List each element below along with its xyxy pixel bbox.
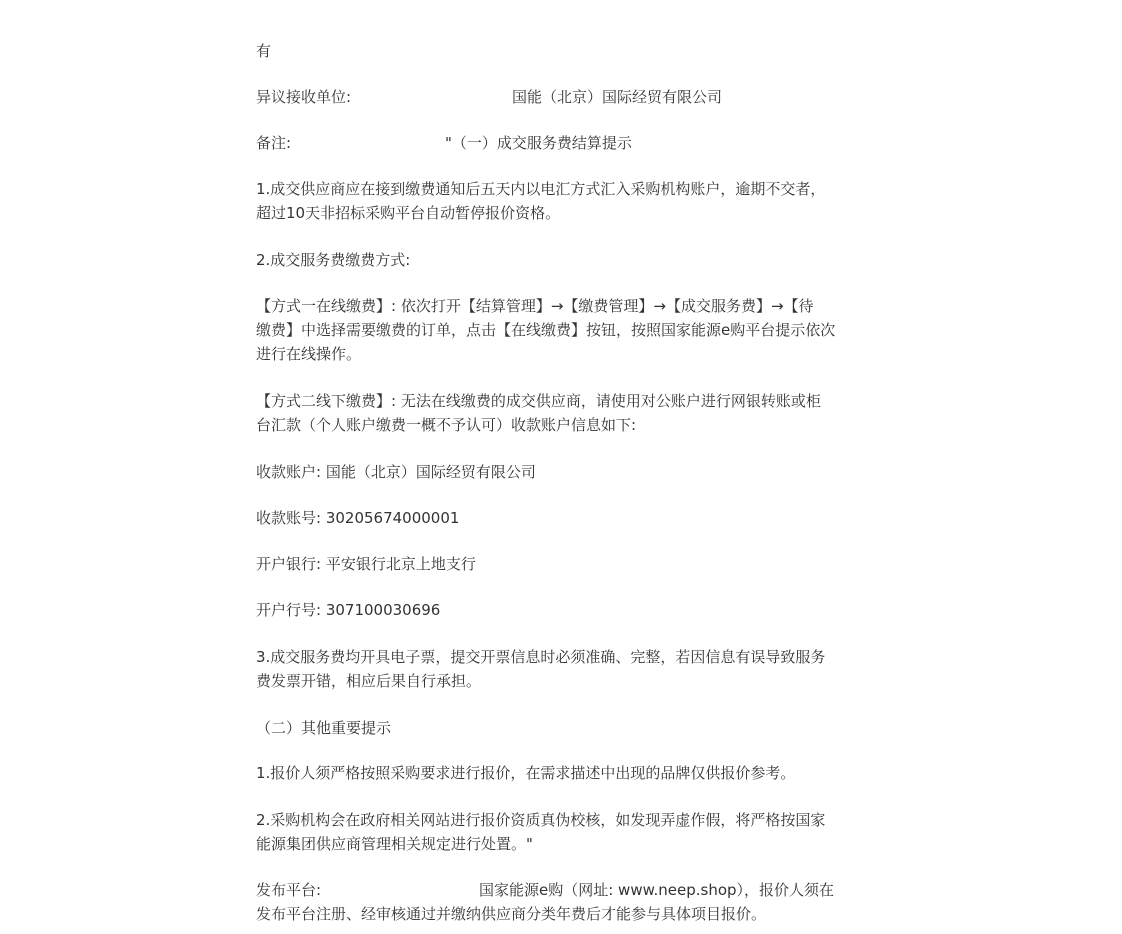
para-3-line-2: 费发票开错，相应后果自行承担。 — [256, 672, 482, 690]
bank-number: 开户行号: 307100030696 — [256, 601, 441, 619]
objection-row — [256, 85, 868, 109]
section-2-para-2-line-1: 2.采购机构会在政府相关网站进行报价资质真伪校核，如发现弄虚作假，将严格按国家 — [256, 811, 826, 829]
top-fragment: 有 — [256, 42, 272, 60]
para-2: 2.成交服务费缴费方式: — [256, 251, 411, 269]
para-3-line-1: 3.成交服务费均开具电子票，提交开票信息时必须准确、完整，若因信息有误导致服务 — [256, 648, 826, 666]
platform-row — [256, 878, 868, 902]
objection-label: 异议接收单位: — [256, 88, 352, 106]
objection-value: 国能（北京）国际经贸有限公司 — [512, 88, 723, 106]
method-2-line-1: 【方式二线下缴费】: 无法在线缴费的成交供应商，请使用对公账户进行网银转账或柜 — [256, 392, 821, 410]
payee-account: 收款账户: 国能（北京）国际经贸有限公司 — [256, 463, 536, 481]
remarks-row — [256, 131, 868, 155]
remarks-label: 备注: — [256, 134, 292, 152]
para-1-line-2: 超过10天非招标采购平台自动暂停报价资格。 — [256, 204, 561, 222]
method-1-line-2: 缴费】中选择需要缴费的订单，点击【在线缴费】按钮，按照国家能源e购平台提示依次 — [256, 321, 836, 339]
para-1-line-1: 1.成交供应商应在接到缴费通知后五天内以电汇方式汇入采购机构账户，逾期不交者， — [256, 180, 826, 198]
platform-label: 发布平台: — [256, 881, 322, 899]
platform-line-2: 发布平台注册、经审核通过并缴纳供应商分类年费后才能参与具体项目报价。 — [256, 905, 767, 923]
section-2-para-2-line-2: 能源集团供应商管理相关规定进行处置。" — [256, 835, 533, 853]
account-number: 收款账号: 30205674000001 — [256, 509, 460, 527]
platform-value: 国家能源e购（网址: www.neep.shop），报价人须在 — [479, 881, 835, 899]
remarks-start: "（一）成交服务费结算提示 — [445, 134, 632, 152]
section-2-para-1: 1.报价人须严格按照采购要求进行报价，在需求描述中出现的品牌仅供报价参考。 — [256, 764, 796, 782]
section-2-title: （二）其他重要提示 — [256, 719, 392, 737]
bank-name: 开户银行: 平安银行北京上地支行 — [256, 555, 476, 573]
method-2-line-2: 台汇款（个人账户缴费一概不予认可）收款账户信息如下: — [256, 416, 637, 434]
method-1-line-1: 【方式一在线缴费】: 依次打开【结算管理】→【缴费管理】→【成交服务费】→【待 — [256, 297, 814, 315]
method-1-line-3: 进行在线操作。 — [256, 345, 362, 363]
